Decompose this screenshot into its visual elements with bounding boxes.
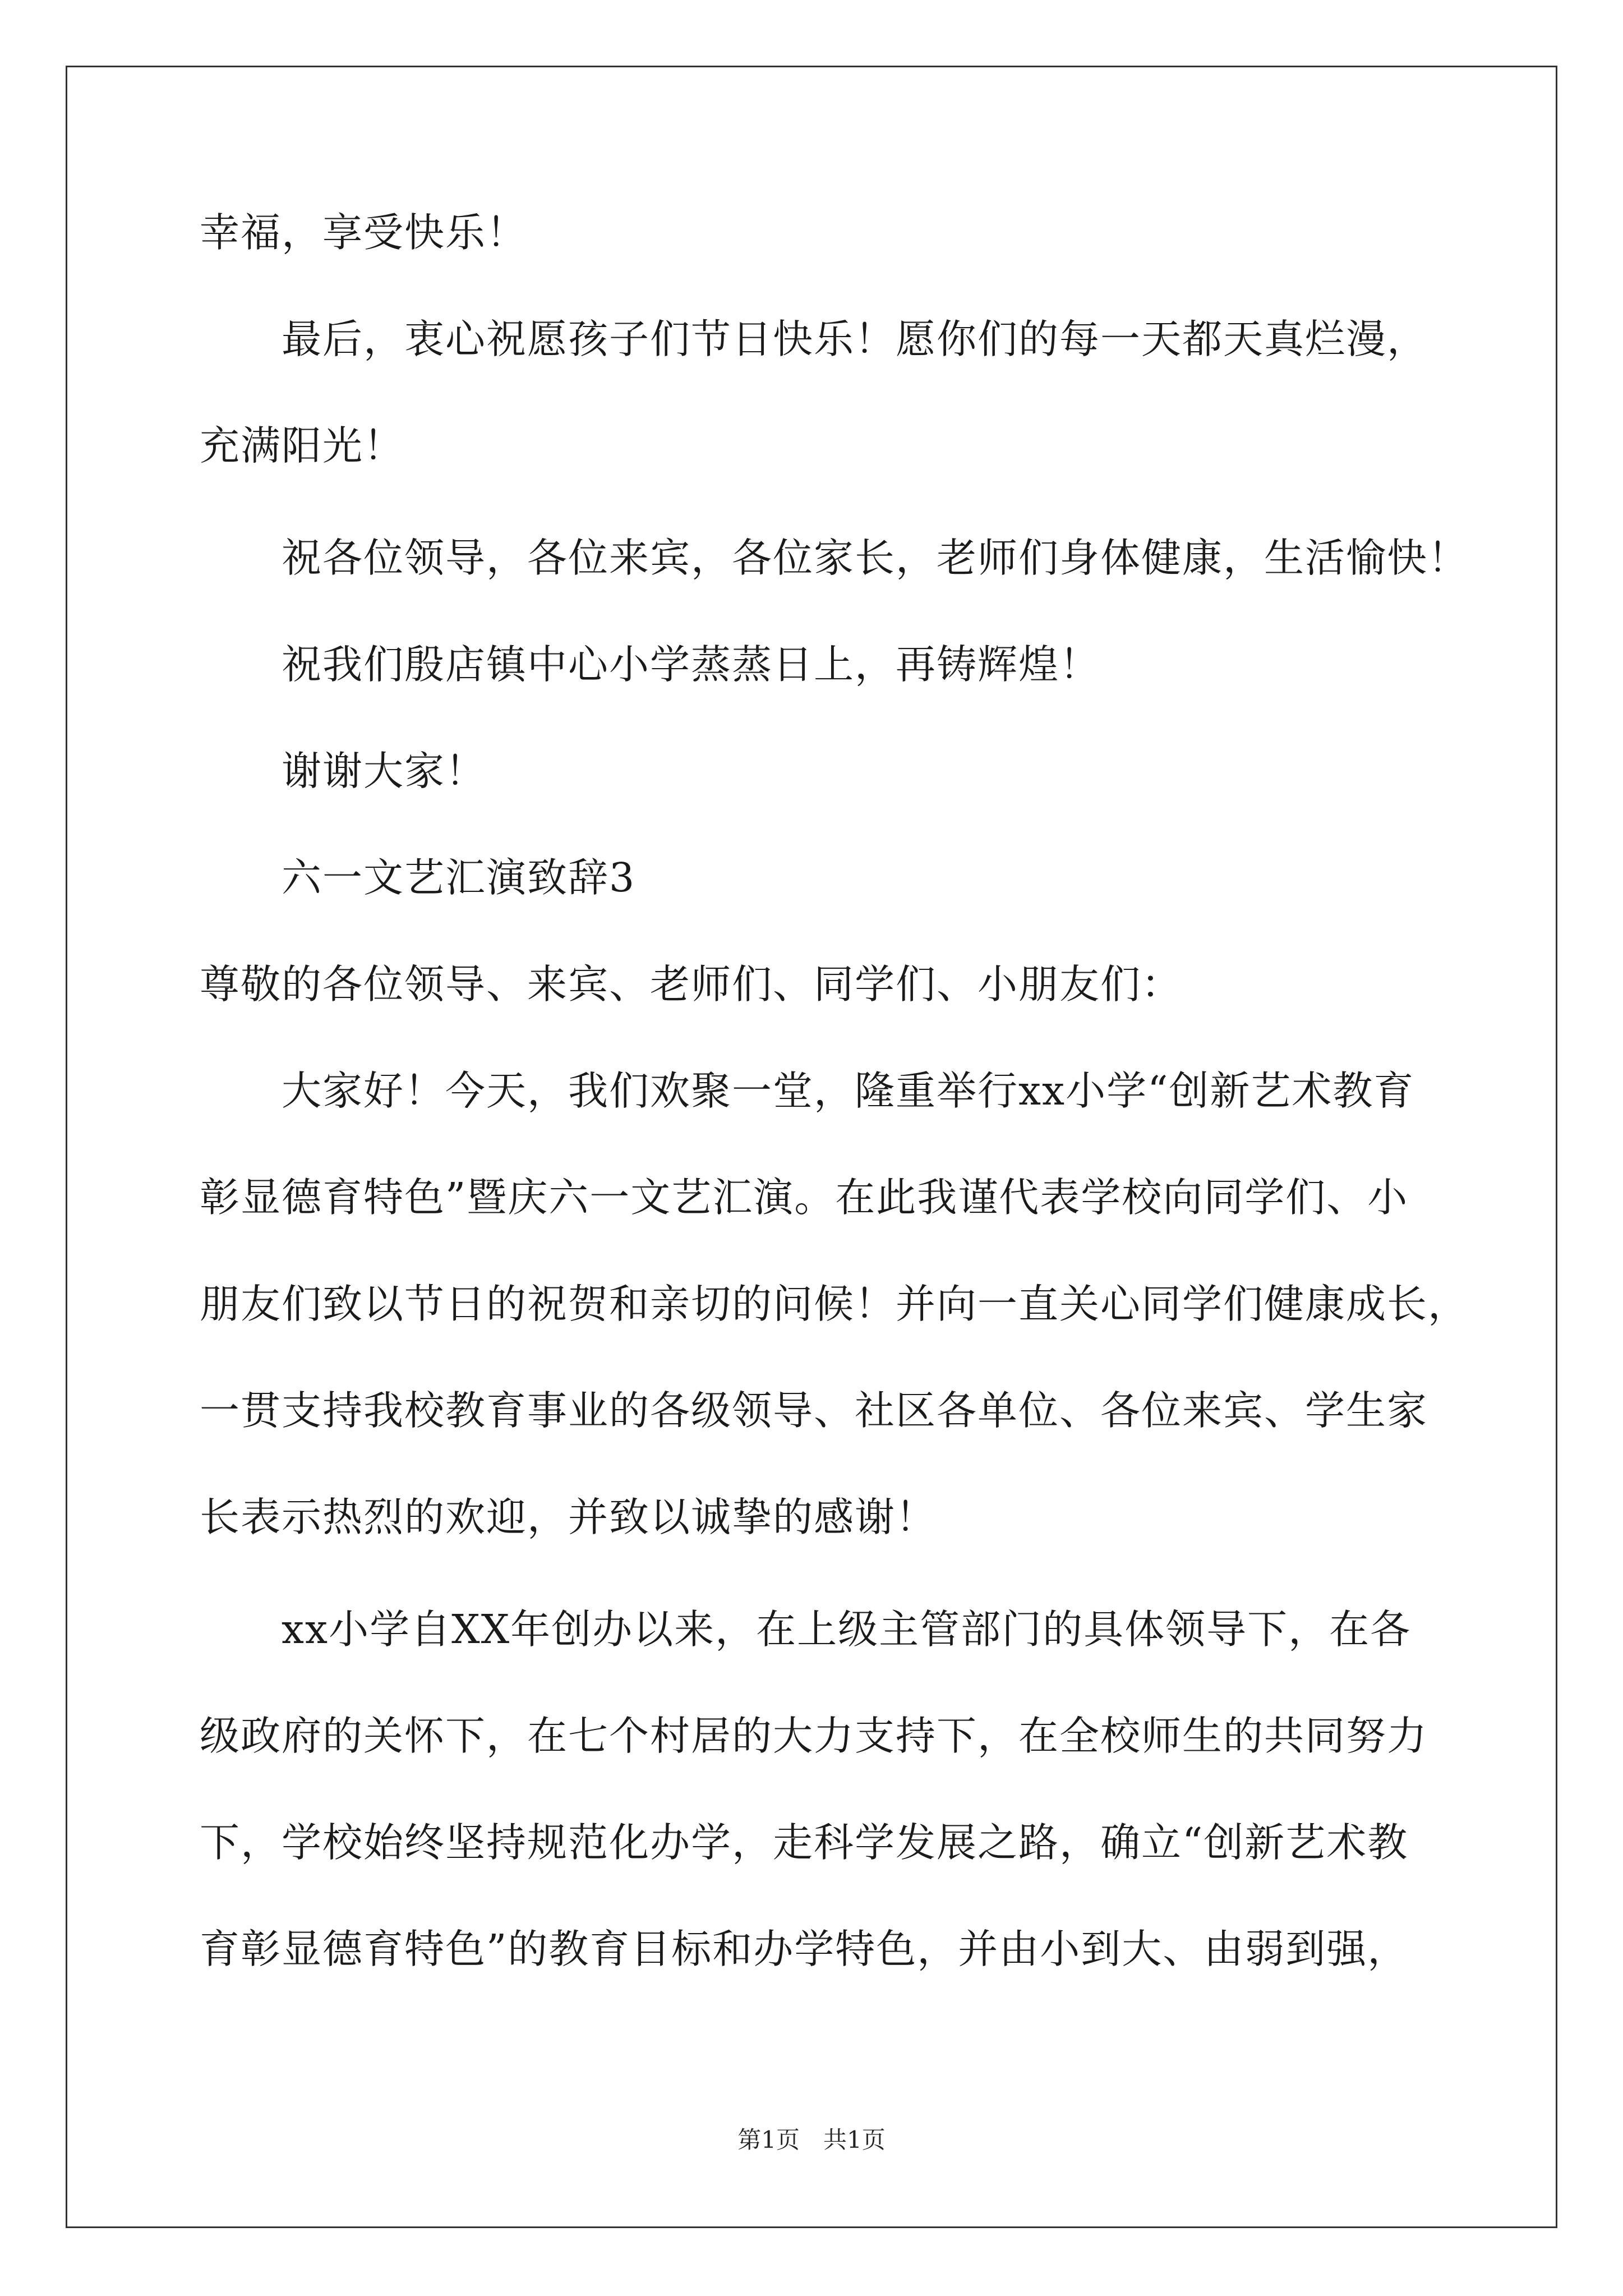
text-line-12: 一贯支持我校教育事业的各级领导、社区各单位、各位来宾、学生家: [200, 1387, 1428, 1434]
page-footer: 第1页 共1页: [737, 2126, 886, 2154]
text-line-1: 幸福，享受快乐！: [200, 209, 528, 256]
salutation-line: 尊敬的各位领导、来宾、老师们、同学们、小朋友们：: [200, 961, 1183, 1007]
text-line-11: 朋友们致以节日的祝贺和亲切的问候！并向一直关心同学们健康成长，: [200, 1281, 1469, 1327]
text-line-4: 祝各位领导，各位来宾，各位家长，老师们身体健康，生活愉快！: [282, 535, 1469, 581]
text-line-6: 谢谢大家！: [282, 748, 487, 794]
text-line-5: 祝我们殷店镇中心小学蒸蒸日上，再铸辉煌！: [282, 641, 1101, 688]
text-line-13: 长表示热烈的欢迎，并致以诚挚的感谢！: [200, 1494, 937, 1540]
text-line-9: 大家好！今天，我们欢聚一堂，隆重举行xx小学“创新艺术教育: [282, 1068, 1415, 1114]
text-line-3: 充满阳光！: [200, 422, 405, 469]
section-heading: 六一文艺汇演致辞3: [282, 854, 636, 901]
page-border: [66, 66, 1557, 2228]
text-line-17: 育彰显德育特色”的教育目标和办学特色，并由小到大、由弱到强，: [200, 1926, 1409, 1972]
text-line-15: 级政府的关怀下，在七个村居的大力支持下，在全校师生的共同努力: [200, 1713, 1428, 1759]
text-line-16: 下，学校始终坚持规范化办学，走科学发展之路，确立“创新艺术教: [200, 1819, 1409, 1866]
text-line-14: xx小学自XX年创办以来，在上级主管部门的具体领导下，在各: [282, 1606, 1412, 1653]
text-line-10: 彰显德育特色”暨庆六一文艺汇演。在此我谨代表学校向同学们、小: [200, 1174, 1409, 1221]
text-line-2: 最后，衷心祝愿孩子们节日快乐！愿你们的每一天都天真烂漫，: [282, 316, 1428, 362]
